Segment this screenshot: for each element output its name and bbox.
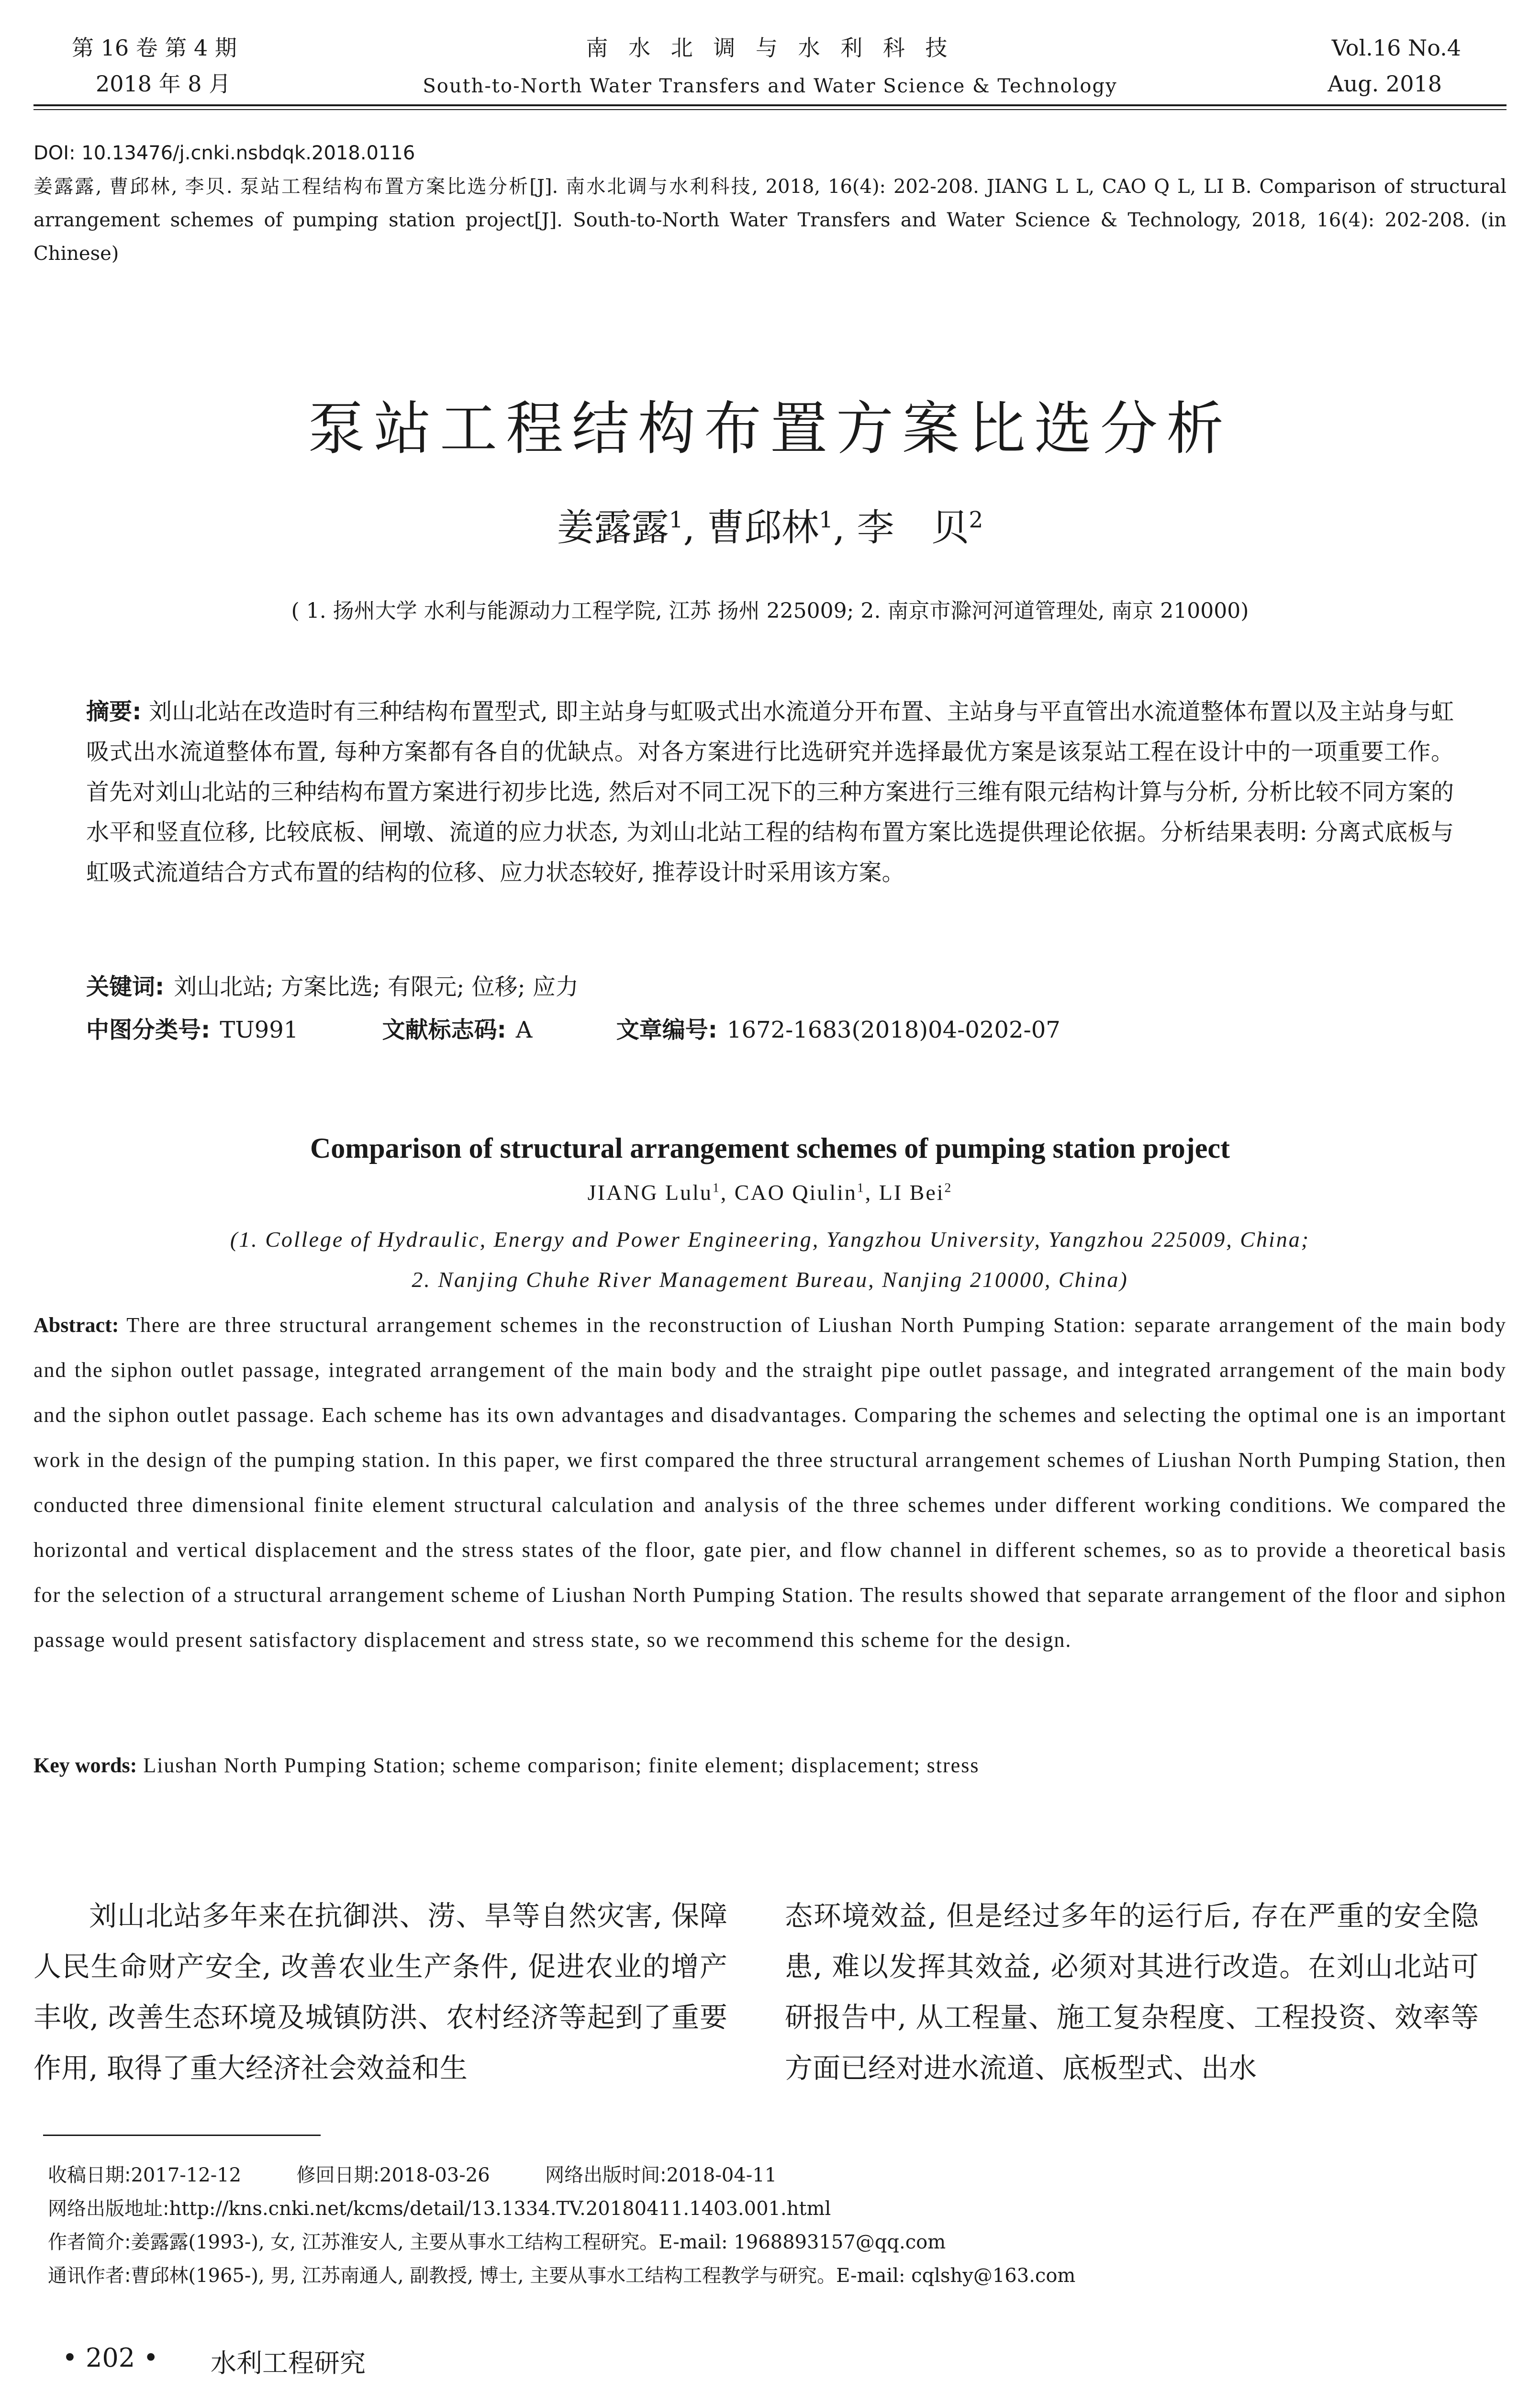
footnote-rule (43, 2135, 321, 2136)
clc-value: TU991 (220, 1017, 299, 1043)
author-2-cn-sup: 1 (819, 507, 833, 533)
footnote-author (48, 2225, 1507, 2259)
revised-label: 修回日期: (296, 2164, 380, 2186)
footnote-corresponding (48, 2259, 1507, 2292)
received-date: 2017-12-12 (131, 2164, 242, 2186)
affiliation-cn: ( 1. 扬州大学 水利与能源动力工程学院, 江苏 扬州 225009; 2. 南京市滁河河道管理处, 南京 210000) (291, 599, 1249, 623)
abstract-en-label: Abstract: (33, 1313, 119, 1337)
online-label: 网络出版时间: (545, 2164, 667, 2186)
author-3-en: LI Bei (879, 1180, 945, 1205)
keywords-en-label: Key words: (33, 1754, 137, 1777)
header-month-year: Aug. 2018 (1328, 71, 1442, 97)
revised-date: 2018-03-26 (379, 2164, 490, 2186)
author-2-en: CAO Qiulin (734, 1180, 857, 1205)
body-column-right: 态环境效益, 但是经过多年的运行后, 存在严重的安全隐患, 难以发挥其效益, 必须对其进行改造。在刘山北站可研报告中, 从工程量、施工复杂程度、工程投资、效率等方面已经对进水流道、底板型式、出水 (785, 1900, 1479, 2084)
url-label: 网络出版地址: (48, 2198, 169, 2220)
doi-link[interactable]: DOI: 10.13476/j.cnki.nsbdqk.2018.0116 (33, 142, 415, 164)
author-bio-text: 姜露露(1993-), 女, 江苏淮安人, 主要从事水工结构工程研究。E-mail: 1968893157@qq.com (131, 2231, 946, 2253)
affiliation-en (0, 1219, 1540, 1300)
footnote-url (48, 2192, 1507, 2225)
header-journal-cn: 南 水 北 调 与 水 利 科 技 (586, 35, 954, 61)
header-date: 2018 年 8 月 (96, 71, 231, 97)
authors-en: JIANG Lulu$^1$, CAO Qiulin$^1$, LI Bei$^2$ (587, 1180, 953, 1205)
header-rule-thin (33, 109, 1507, 110)
title-cn: 泵站工程结构布置方案比选分析 (308, 396, 1232, 462)
online-url-link[interactable]: http://kns.cnki.net/kcms/detail/13.1334.TV.20180411.1403.001.html (169, 2198, 831, 2220)
author-bio-label: 作者简介: (48, 2231, 131, 2253)
clc-label: 中图分类号: (86, 1017, 211, 1043)
header-rule (33, 104, 1507, 106)
abstract-cn-label: 摘要: (86, 698, 142, 725)
header-journal-en: South-to-North Water Transfers and Water Science & Technology (423, 75, 1117, 97)
author-2-en-sup: 1 (857, 1180, 865, 1195)
author-3-en-sup: 2 (944, 1180, 953, 1195)
author-2-cn: 曹邱林 (707, 506, 819, 549)
doc-code-value: A (515, 1017, 533, 1043)
page-number: • 202 • (62, 2343, 159, 2373)
authors-cn: 姜露露$^1$, 曹邱林$^1$, 李 贝$^2$ (557, 506, 983, 549)
author-1-en-sup: 1 (712, 1180, 721, 1195)
abstract-en (33, 1303, 1507, 1663)
corresponding-text: 曹邱林(1965-), 男, 江苏南通人, 副教授, 博士, 主要从事水工结构工程教学与研究。E-mail: cqlshy@163.com (131, 2265, 1076, 2287)
online-date: 2018-04-11 (666, 2164, 777, 2186)
citation-block (33, 136, 1507, 270)
abstract-cn (86, 692, 1454, 893)
keywords-en-text: Liushan North Pumping Station; scheme comparison; finite element; displacement; stress (143, 1754, 980, 1777)
body-column-left: 刘山北站多年来在抗御洪、涝、旱等自然灾害, 保障人民生命财产安全, 改善农业生产条件, 促进农业的增产丰收, 改善生态环境及城镇防洪、农村经济等起到了重要作用, 取得了重大经济社会效益和生 (33, 1900, 728, 2084)
received-label: 收稿日期: (48, 2164, 131, 2186)
affiliation-en-2: 2. Nanjing Chuhe River Management Bureau, Nanjing 210000, China) (412, 1267, 1128, 1292)
article-no-label: 文章编号: (616, 1017, 717, 1043)
footnote-dates (48, 2158, 1507, 2192)
citation-text: 姜露露, 曹邱林, 李贝. 泵站工程结构布置方案比选分析[J]. 南水北调与水利科技, 2018, 16(4): 202-208. JIANG L L, CAO Q L, LI B. Comparison of structural arrangement schemes of pumping station project[J]. South-to-North Water Transfers and Water Science & Technology, 2018, 16(4): 202-208. (in Chinese) (33, 176, 1507, 265)
doc-code-label: 文献标志码: (382, 1017, 506, 1043)
keywords-cn-label: 关键词: (86, 973, 165, 1000)
article-no-value: 1672-1683(2018)04-0202-07 (726, 1017, 1060, 1043)
classification-cn (86, 1010, 1454, 1050)
abstract-en-text: There are three structural arrangement schemes in the reconstruction of Liushan North Pumping Station: separate arrangement of the main body and the siphon outlet passage, integrated arrangement of the main body and the straight pipe outlet passage, and integrated arrangement of the main body and the siphon outlet passage. Each scheme has its own advantages and disadvantages. Comparing the schemes and selecting the optimal one is an important work in the design of the pumping station. In this paper, we first compared the three structural arrangement schemes of Liushan North Pumping Station, then conducted three dimensional finite element structural calculation and analysis of the three schemes under different working conditions. We compared the horizontal and vertical displacement and the stress states of the floor, gate pier, and flow channel in different schemes, so as to provide a theoretical basis for the selection of a structural arrangement scheme of Liushan North Pumping Station. The results showed that separate arrangement of the floor and siphon passage would present satisfactory displacement and stress state, so we recommend this scheme for the design. (33, 1313, 1507, 1652)
keywords-en (33, 1743, 1507, 1788)
abstract-cn-text: 刘山北站在改造时有三种结构布置型式, 即主站身与虹吸式出水流道分开布置、主站身与平直管出水流道整体布置以及主站身与虹吸式出水流道整体布置, 每种方案都有各自的优缺点。对各方案进行比选研究并选择最优方案是该泵站工程在设计中的一项重要工作。首先对刘山北站的三种结构布置方案进行初步比选, 然后对不同工况下的三种方案进行三维有限元结构计算与分析, 分析比较不同方案的水平和竖直位移, 比较底板、闸墩、流道的应力状态, 为刘山北站工程的结构布置方案比选提供理论依据。分析结果表明: 分离式底板与虹吸式流道结合方式布置的结构的位移、应力状态较好, 推荐设计时采用该方案。 (86, 698, 1454, 886)
author-3-cn: 李 贝 (857, 506, 969, 549)
author-3-cn-sup: 2 (969, 507, 983, 533)
title-en: Comparison of structural arrangement schemes of pumping station project (310, 1132, 1230, 1164)
author-1-cn-sup: 1 (669, 507, 683, 533)
section-name: 水利工程研究 (211, 2348, 366, 2378)
author-1-cn: 姜露露 (557, 506, 669, 549)
header-volume: 第 16 卷 第 4 期 (72, 35, 237, 61)
keywords-cn (86, 967, 1454, 1007)
keywords-cn-text: 刘山北站; 方案比选; 有限元; 位移; 应力 (174, 973, 579, 1000)
affiliation-en-1: (1. College of Hydraulic, Energy and Power Engineering, Yangzhou University, Yangzhou 225009, China; (230, 1227, 1310, 1252)
author-1-en: JIANG Lulu (587, 1180, 713, 1205)
corresponding-label: 通讯作者: (48, 2265, 131, 2287)
header-vol-no: Vol.16 No.4 (1331, 35, 1461, 61)
